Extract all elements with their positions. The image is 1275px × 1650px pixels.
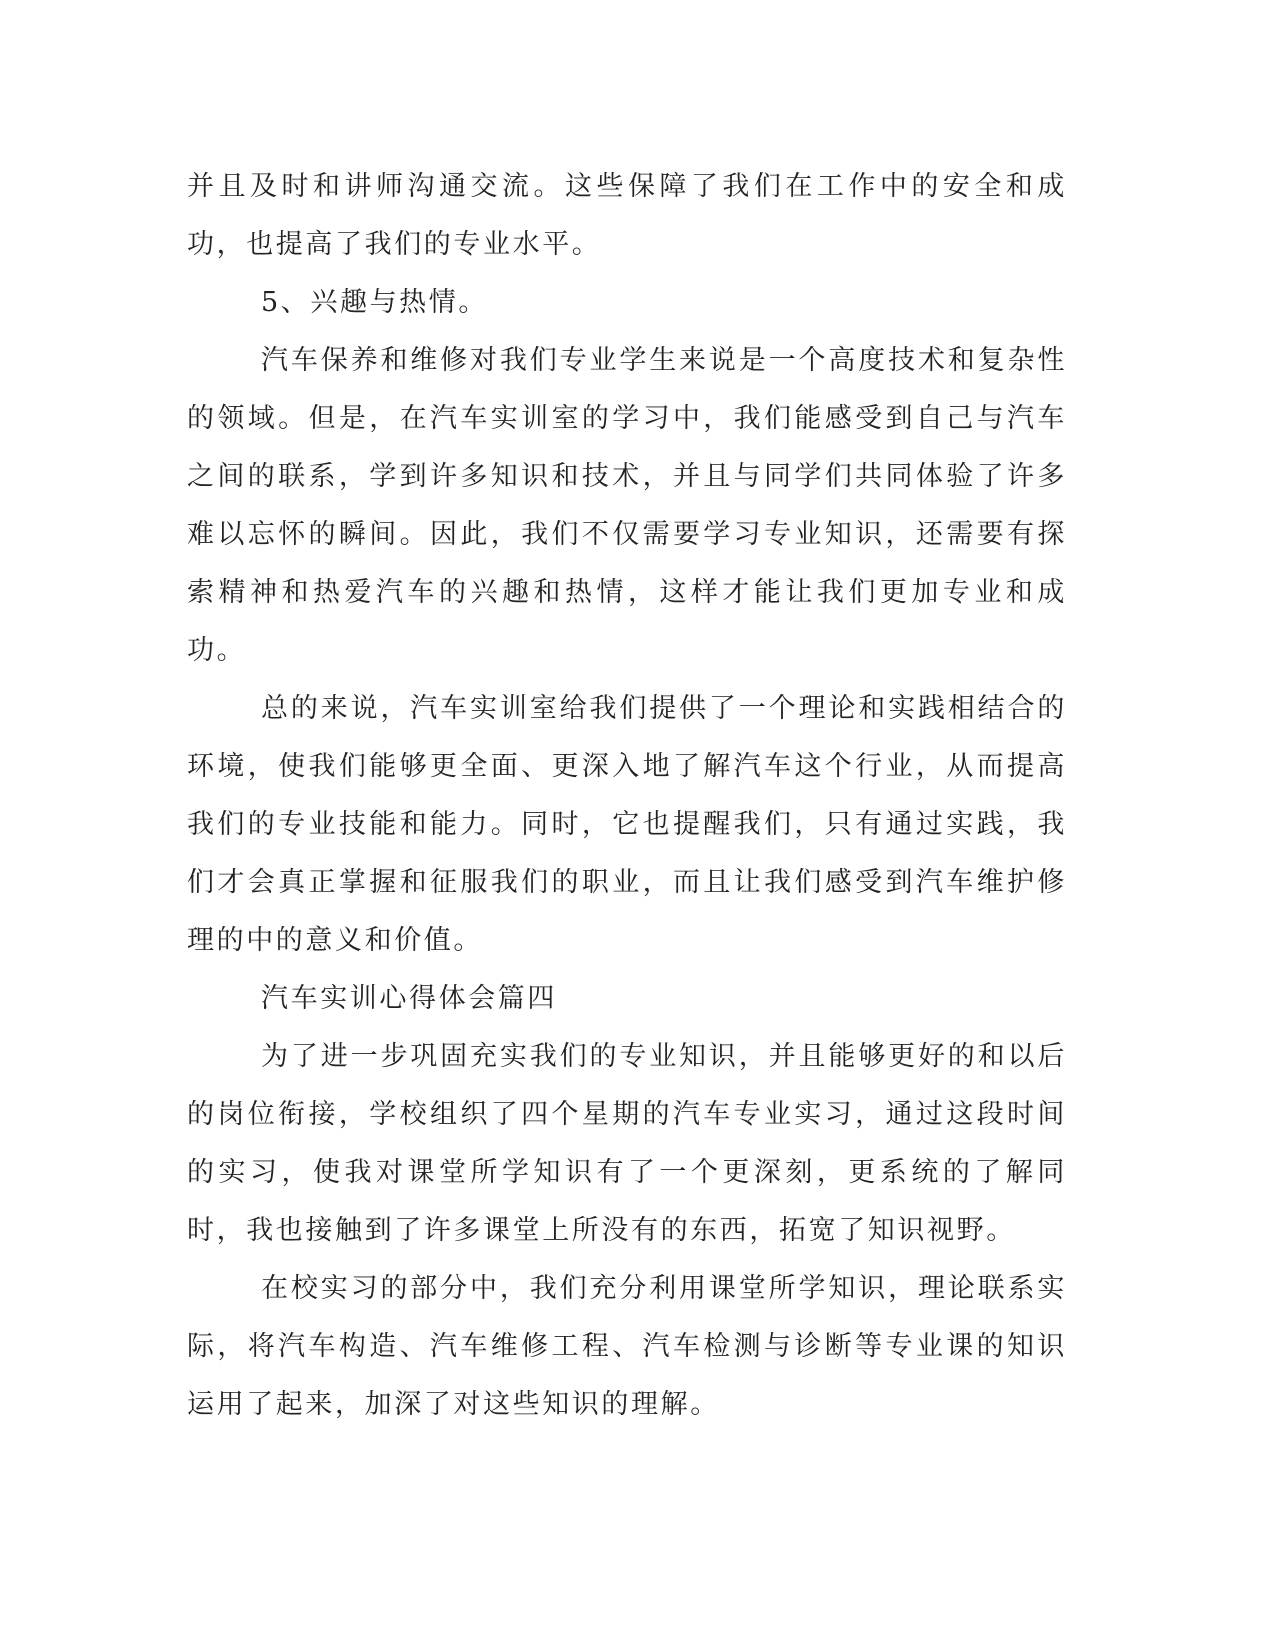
paragraph-internship-intro: 为了进一步巩固充实我们的专业知识，并且能够更好的和以后的岗位衔接，学校组织了四个星期的汽车专业实习，通过这段时间的实习，使我对课堂所学知识有了一个更深刻，更系统的了解同时，我也接触到了许多课堂上所没有的东西，拓宽了知识视野。 — [187, 1041, 1067, 1246]
section-title-part-four: 汽车实训心得体会篇四 — [261, 983, 557, 1014]
paragraph-continuation: 并且及时和讲师沟通交流。这些保障了我们在工作中的安全和成功，也提高了我们的专业水平。 — [187, 171, 1067, 260]
paragraph-internship-school: 在校实习的部分中，我们充分利用课堂所学知识，理论联系实际，将汽车构造、汽车维修工程、汽车检测与诊断等专业课的知识运用了起来，加深了对这些知识的理解。 — [187, 1273, 1067, 1420]
paragraph-summary: 总的来说，汽车实训室给我们提供了一个理论和实践相结合的环境，使我们能够更全面、更深入地了解汽车这个行业，从而提高我们的专业技能和能力。同时，它也提醒我们，只有通过实践，我们才会真正掌握和征服我们的职业，而且让我们感受到汽车维护修理的中的意义和价值。 — [187, 693, 1067, 956]
document-body — [187, 158, 1067, 1434]
paragraph-interest-body: 汽车保养和维修对我们专业学生来说是一个高度技术和复杂性的领域。但是，在汽车实训室的学习中，我们能感受到自己与汽车之间的联系，学到许多知识和技术，并且与同学们共同体验了许多难以忘怀的瞬间。因此，我们不仅需要学习专业知识，还需要有探索精神和热爱汽车的兴趣和热情，这样才能让我们更加专业和成功。 — [187, 345, 1067, 666]
paragraph-heading-interest: 5、兴趣与热情。 — [261, 287, 488, 318]
